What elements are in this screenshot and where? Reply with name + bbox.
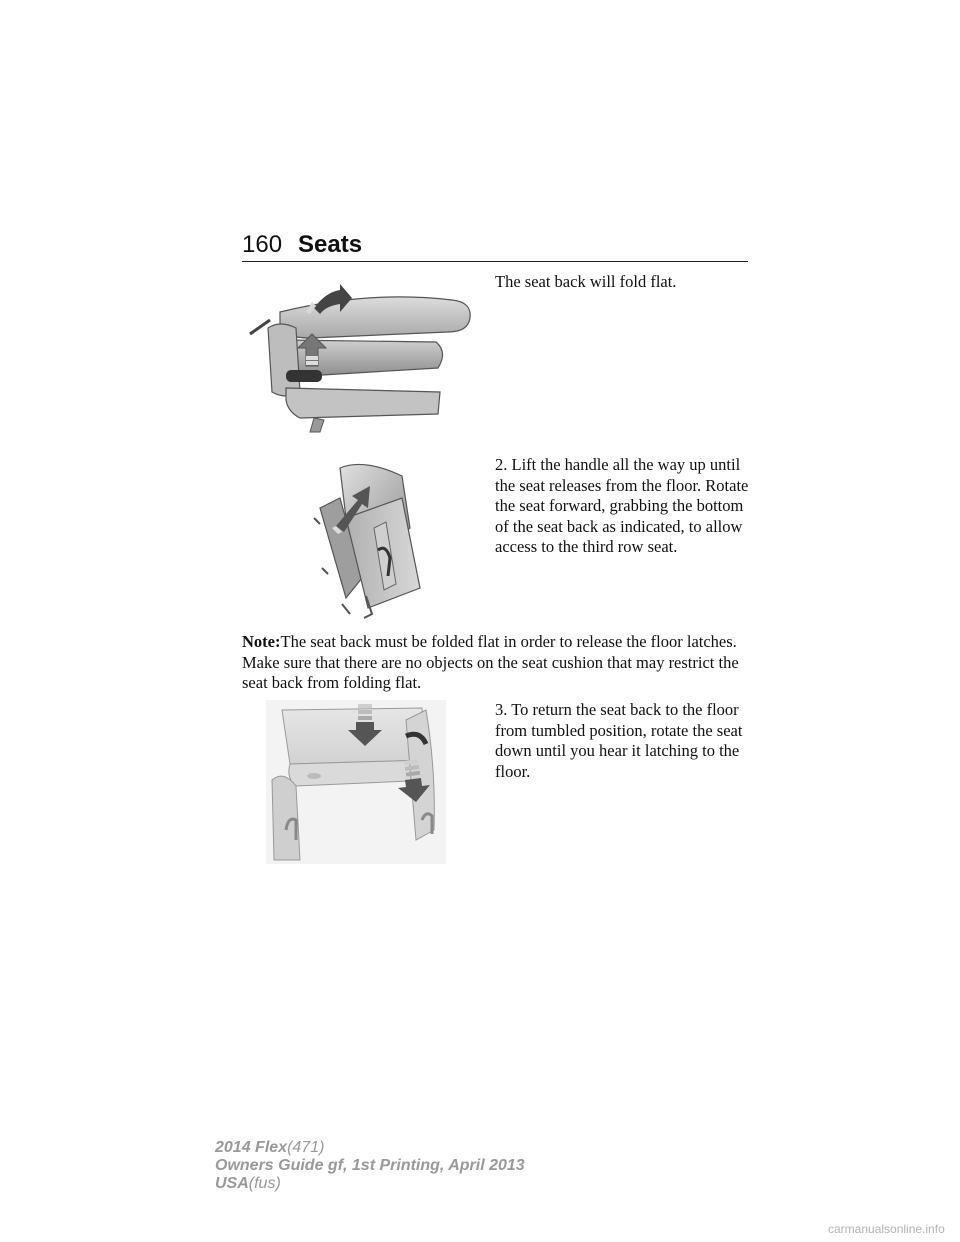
footer-line-2: Owners Guide gf, 1st Printing, April 2013	[215, 1157, 525, 1174]
note-paragraph	[242, 632, 752, 694]
header-rule	[242, 261, 748, 262]
footer-model: 2014 Flex	[215, 1139, 288, 1156]
footer-market: USA	[215, 1175, 249, 1192]
footer-model-code: (471)	[287, 1139, 325, 1156]
watermark: carmanualsonline.info	[828, 1222, 945, 1236]
footer-line-3	[215, 1175, 525, 1193]
seat-folded-flat-illustration	[240, 272, 490, 440]
seat-tumble-forward-illustration	[306, 458, 430, 622]
section-title: Seats	[298, 231, 363, 258]
step-2-text: 2. Lift the handle all the way up until the seat releases from the floor. Rotate the seat forward, grabbing the bottom of the seat back as indicated, to allow access to the third row seat.	[495, 455, 749, 556]
print-footer	[215, 1139, 525, 1193]
footer-market-code: (fus)	[248, 1175, 281, 1192]
footer-line-1	[215, 1139, 525, 1157]
note-label: Note:	[242, 632, 281, 651]
caption-fold-flat: The seat back will fold flat.	[495, 272, 677, 291]
page-header	[242, 230, 748, 260]
note-text: The seat back must be folded flat in order to release the floor latches. Make sure that there are no objects on the seat cushion that may restrict the seat back from folding flat.	[242, 632, 739, 692]
page-number: 160	[242, 231, 283, 258]
seat-return-illustration	[266, 700, 446, 864]
step-3-text: 3. To return the seat back to the floor from tumbled position, rotate the seat down until you hear it latching to the floor.	[495, 700, 743, 781]
